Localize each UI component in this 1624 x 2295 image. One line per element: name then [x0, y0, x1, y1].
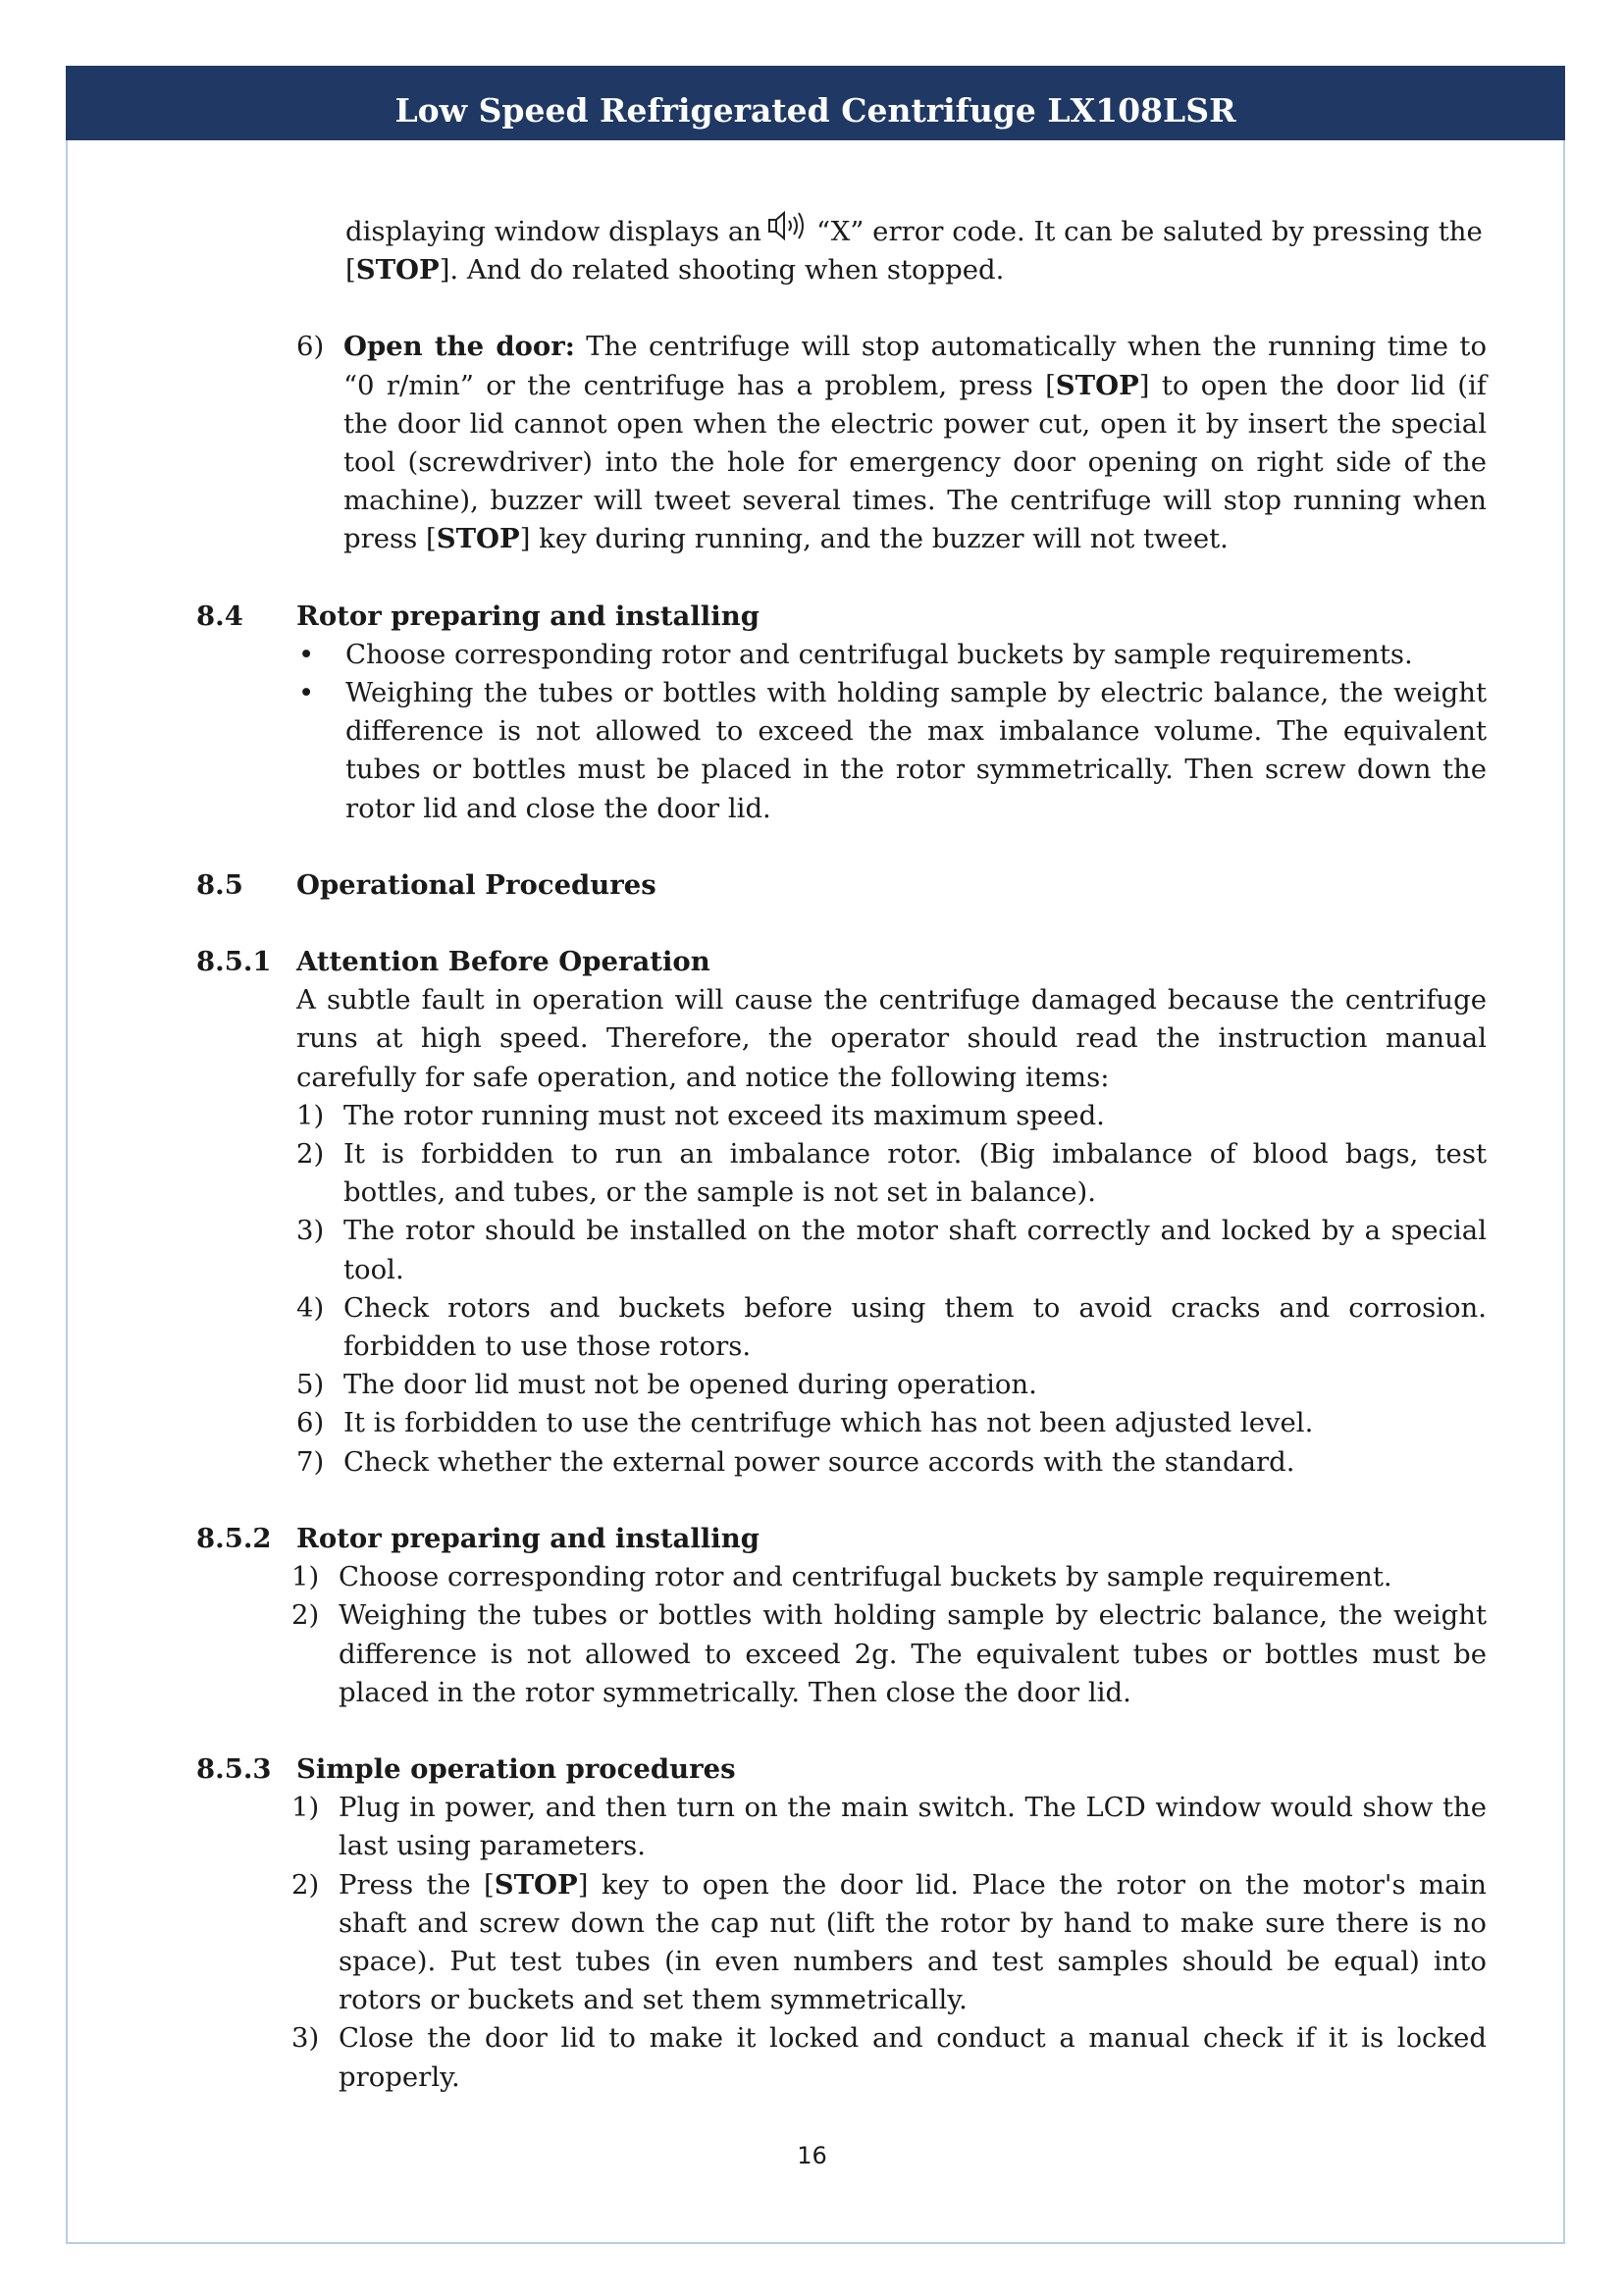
- list-item: [196, 2019, 1487, 2096]
- list-marker: 1): [291, 1561, 320, 1593]
- intro-continuation: [196, 209, 1487, 289]
- section-heading-8-4: [196, 598, 1487, 636]
- open-door-item: [196, 328, 1487, 558]
- list-item: [196, 1443, 1487, 1482]
- open-door-text-1: The centrifuge will stop automatically when the running time to “0 r/min” or the centrifuge has a problem, press [: [343, 331, 1487, 401]
- bullet-icon: •: [298, 638, 315, 670]
- stop-key-label: STOP: [355, 254, 440, 287]
- list-marker: 6): [296, 331, 325, 363]
- section-title: Operational Procedures: [296, 868, 656, 901]
- list-item-text: It is forbidden to run an imbalance rotor. (Big imbalance of blood bags, test bottles, and tubes, or the sample is not set in balance).: [343, 1138, 1487, 1209]
- document-title: Low Speed Refrigerated Centrifuge LX108LSR: [394, 90, 1236, 130]
- section-title: Simple operation procedures: [296, 1752, 736, 1785]
- section-heading-8-5: [196, 866, 1487, 905]
- list-item: [196, 1097, 1487, 1135]
- stop-key-label: STOP: [1055, 369, 1139, 401]
- section-number: 8.5.1: [196, 946, 272, 978]
- attention-paragraph: A subtle fault in operation will cause the centrifuge damaged because the centrifuge runs at high speed. Therefore, the operator should read the instruction manual carefully for safe operation, and notice the following items:: [296, 984, 1487, 1093]
- list-marker: 5): [296, 1369, 325, 1401]
- page-number: 16: [797, 2142, 827, 2169]
- section-title: Rotor preparing and installing: [296, 600, 760, 632]
- list-item-text: Close the door lid to make it locked and conduct a manual check if it is locked properly.: [339, 2022, 1487, 2093]
- section-number: 8.5.2: [196, 1522, 272, 1554]
- list-item: [196, 1558, 1487, 1596]
- section-title: Rotor preparing and installing: [296, 1522, 760, 1554]
- list-item-text: The door lid must not be opened during operation.: [343, 1369, 1037, 1401]
- page-header: [66, 66, 1565, 140]
- list-item-text: Choose corresponding rotor and centrifugal buckets by sample requirement.: [339, 1561, 1392, 1593]
- list-marker: 2): [291, 1868, 320, 1901]
- speaker-sound-icon: [767, 209, 811, 242]
- bullet-item: [196, 674, 1487, 828]
- list-item-text: The rotor should be installed on the motor shaft correctly and locked by a special tool.: [343, 1215, 1487, 1285]
- list-item: [196, 1404, 1487, 1442]
- list-item: [196, 1866, 1487, 2020]
- list-marker: 7): [296, 1445, 325, 1478]
- list-item-text: Press the [: [339, 1868, 495, 1901]
- stop-key-label: STOP: [436, 523, 520, 555]
- list-item: [196, 1789, 1487, 1865]
- bullet-item: [196, 636, 1487, 674]
- list-item: [196, 1135, 1487, 1212]
- bullet-text: Weighing the tubes or bottles with holding sample by electric balance, the weight difference is not allowed to exceed the max imbalance volume. The equivalent tubes or bottles must be placed in the rotor symmetrically. Then screw down the rotor lid and close the door lid.: [345, 677, 1487, 824]
- list-marker: 6): [296, 1407, 325, 1439]
- list-item-text: The rotor running must not exceed its maximum speed.: [343, 1099, 1105, 1131]
- open-door-text-3: ] key during running, and the buzzer will not tweet.: [519, 523, 1229, 555]
- section-number: 8.4: [196, 600, 243, 632]
- stop-key-label: STOP: [494, 1868, 578, 1901]
- open-door-text-2: ] to open the door lid (if the door lid cannot open when the electric power cut, open it by insert the special tool (screwdriver) into the hole for emergency door opening on right side of the machine), buzzer will tweet several times. The centrifuge will stop running when press [: [343, 369, 1487, 555]
- section-heading-8-5-2: [196, 1520, 1487, 1558]
- bullet-icon: •: [298, 677, 315, 709]
- open-door-title: Open the door:: [343, 331, 575, 363]
- list-item-text: It is forbidden to use the centrifuge which has not been adjusted level.: [343, 1407, 1314, 1439]
- list-item-text: Check whether the external power source accords with the standard.: [343, 1445, 1295, 1478]
- section-number: 8.5: [196, 868, 243, 901]
- intro-text-a: displaying window displays an: [345, 216, 761, 247]
- bracket-open: [: [345, 254, 356, 287]
- list-item-text: Plug in power, and then turn on the main switch. The LCD window would show the last using parameters.: [339, 1792, 1487, 1862]
- bullet-text: Choose corresponding rotor and centrifugal buckets by sample requirements.: [345, 638, 1413, 670]
- list-item: [196, 1366, 1487, 1404]
- section-heading-8-5-1: [196, 943, 1487, 981]
- list-item-text: Weighing the tubes or bottles with holding sample by electric balance, the weight difference is not allowed to exceed 2g. The equivalent tubes or bottles must be placed in the rotor symmetrically. Then close the door lid.: [339, 1599, 1487, 1708]
- list-marker: 1): [291, 1792, 320, 1824]
- page-content: [196, 209, 1487, 2097]
- section-number: 8.5.3: [196, 1752, 272, 1785]
- intro-text-c: ]. And do related shooting when stopped.: [439, 254, 1005, 287]
- list-item: [196, 1289, 1487, 1366]
- list-marker: 2): [291, 1599, 320, 1632]
- list-item: [196, 1212, 1487, 1288]
- list-item-text: Check rotors and buckets before using them to avoid cracks and corrosion. forbidden to use those rotors.: [343, 1291, 1487, 1363]
- list-marker: 3): [296, 1215, 325, 1247]
- intro-text-b: “X” error code. It can be saluted by pressing the: [815, 216, 1483, 247]
- section-heading-8-5-3: [196, 1750, 1487, 1789]
- list-marker: 3): [291, 2022, 320, 2055]
- list-item: [196, 1596, 1487, 1712]
- list-marker: 2): [296, 1138, 325, 1171]
- list-marker: 4): [296, 1291, 325, 1324]
- list-item-text: ] key to open the door lid. Place the rotor on the motor's main shaft and screw down the cap nut (lift the rotor by hand to make sure there is no space). Put test tubes (in even numbers and test samples should be equal) into rotors or buckets and set them symmetrically.: [339, 1868, 1487, 2016]
- section-title: Attention Before Operation: [296, 946, 710, 978]
- list-marker: 1): [296, 1099, 325, 1131]
